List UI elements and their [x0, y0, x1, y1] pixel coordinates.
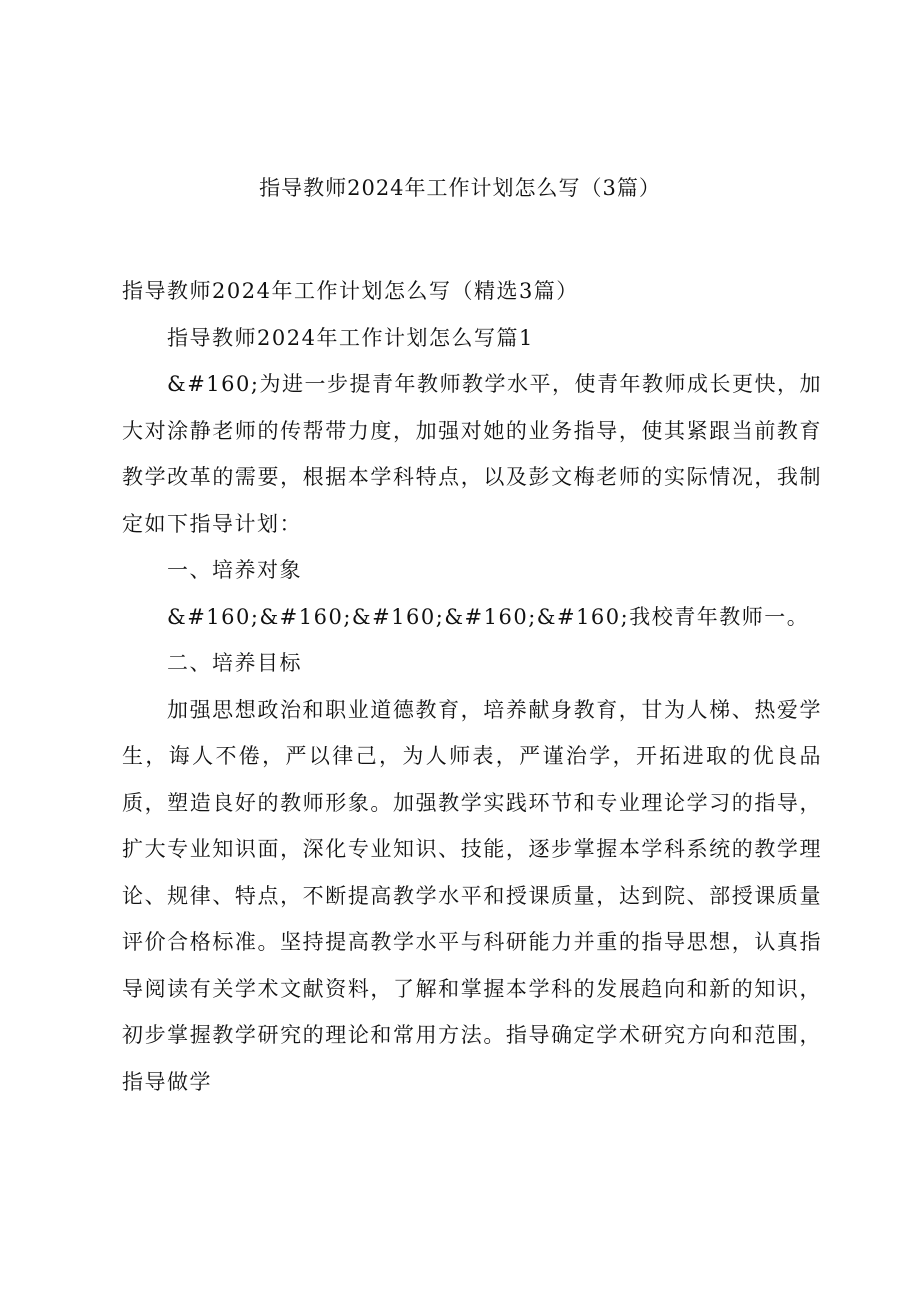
intro-paragraph: &#160;为进一步提青年教师教学水平，使青年教师成长更快，加大对涂静老师的传帮带力度，加强对她的业务指导，使其紧跟当前教育教学改革的需要，根据本学科特点，以及彭文梅老师的实际情况，我制定如下指导计划： [122, 372, 822, 536]
document-title: 指导教师2024年工作计划怎么写（3篇） [259, 176, 661, 200]
document-body [122, 268, 822, 1105]
training-target-paragraph: &#160;&#160;&#160;&#160;&#160;我校青年教师一。 [167, 604, 810, 629]
subtitle-paragraph: 指导教师2024年工作计划怎么写（精选3篇） [122, 279, 579, 303]
training-goals-paragraph: 加强思想政治和职业道德教育，培养献身教育，甘为人梯、热爱学生，诲人不倦，严以律己，为人师表，严谨治学，开拓进取的优良品质，塑造良好的教师形象。加强教学实践环节和专业理论学习的指导，扩大专业知识面，深化专业知识、技能，逐步掌握本学科系统的教学理论、规律、特点，不断提高教学水平和授课质量，达到院、部授课质量评价合格标准。坚持提高教学水平与科研能力并重的指导思想，认真指导阅读有关学术文献资料，了解和掌握本学科的发展趋向和新的知识，初步掌握教学研究的理论和常用方法。指导确定学术研究方向和范围，指导做学 [122, 697, 822, 1094]
heading-training-goals: 二、培养目标 [167, 651, 302, 675]
section-heading-part1: 指导教师2024年工作计划怎么写篇1 [167, 325, 534, 350]
heading-training-target: 一、培养对象 [167, 558, 302, 582]
